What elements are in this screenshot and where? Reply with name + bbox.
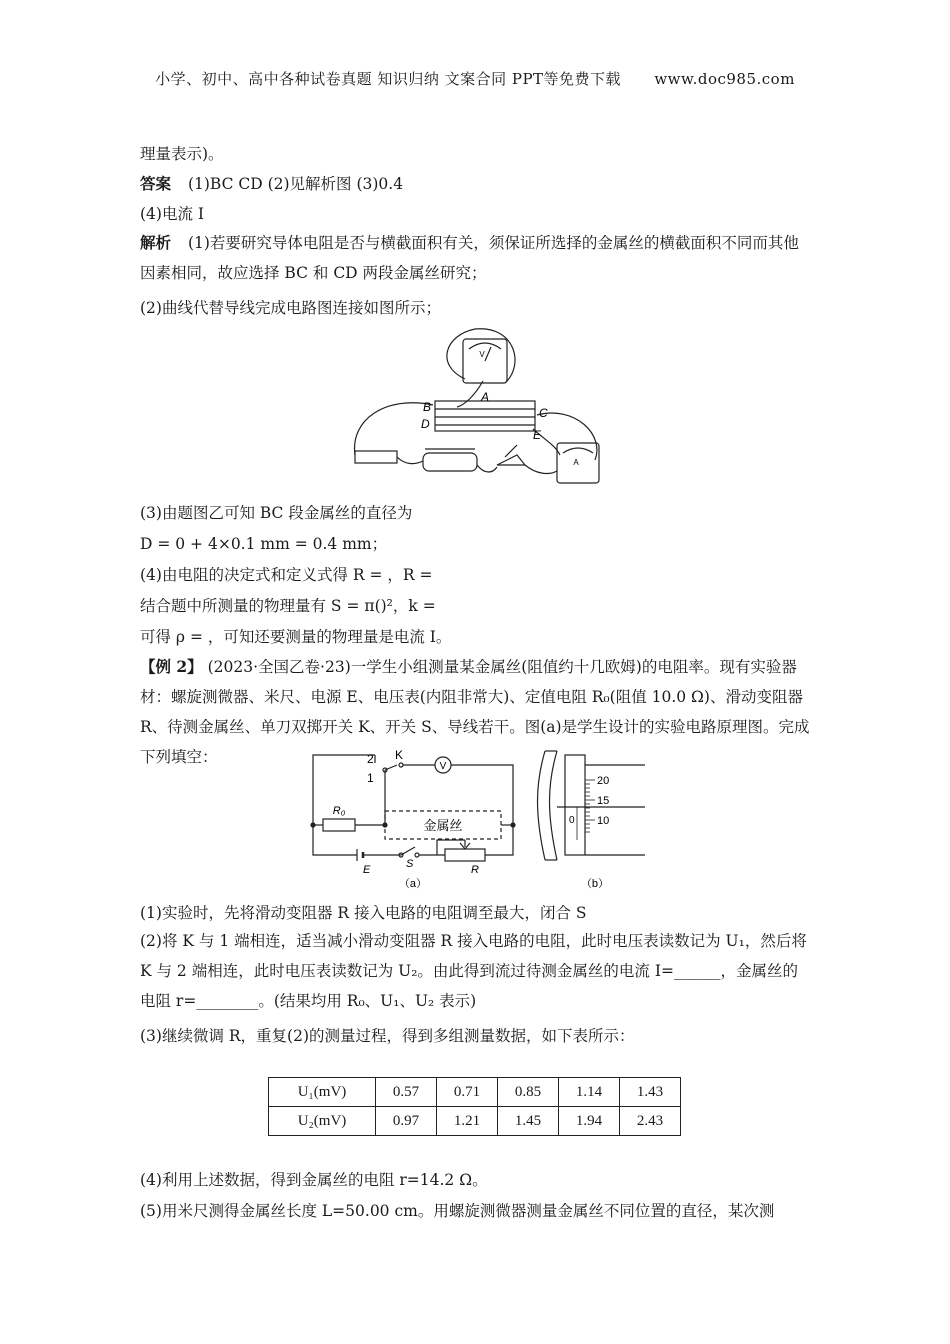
prev-line1: 理量表示)。 — [140, 145, 224, 163]
fig2-label-1: 1 — [367, 771, 374, 785]
fig2-label-R0: R₀ — [332, 805, 346, 817]
voltmeter-dial — [469, 343, 501, 349]
fig1-label-A: A — [481, 390, 490, 404]
answer-label: 答案 — [140, 174, 172, 193]
table-cell: 1.43 — [620, 1078, 681, 1107]
fig2-scale-10: 10 — [597, 815, 610, 827]
step5: (5)用米尺测得金属丝长度 L=50.00 cm。用螺旋测微器测量金属丝不同位置的直径，某次测 — [140, 1202, 775, 1220]
fig1-label-Am: A — [573, 458, 579, 467]
circuit-diagram-figure — [305, 745, 650, 895]
rheostat — [423, 453, 477, 471]
fig1-label-D: D — [421, 417, 430, 431]
fig2-label-R: R — [471, 864, 479, 876]
battery-holder — [355, 451, 397, 463]
table-cell-label: U₁(mV) — [269, 1078, 376, 1107]
table-cell: 0.97 — [376, 1107, 437, 1136]
analysis1-text: (1)若要研究导体电阻是否与横截面积有关，须保证所选择的金属丝的横截面积不同而其他因素相同，故应选择 BC 和 CD 两段金属丝研究； — [140, 234, 799, 282]
table-cell: 0.57 — [376, 1078, 437, 1107]
answer-line — [140, 172, 403, 194]
fig1-label-E: E — [533, 428, 542, 442]
table-cell-label: U₂(mV) — [269, 1107, 376, 1136]
micrometer-barrel — [565, 755, 585, 855]
page-header — [0, 68, 950, 89]
analysis5: 结合题中所测量的物理量有 S = π()²，k = — [140, 597, 436, 615]
step3: (3)继续微调 R，重复(2)的测量过程，得到多组测量数据，如下表所示： — [140, 1027, 635, 1045]
header-url[interactable]: www.doc985.com — [654, 70, 795, 88]
table-row — [269, 1078, 681, 1107]
step4: (4)利用上述数据，得到金属丝的电阻 r=14.2 Ω。 — [140, 1171, 488, 1189]
fig2-label-2: 2 — [367, 752, 374, 766]
resistor-R0 — [323, 819, 355, 831]
example-tag: 【例 2】 — [140, 657, 203, 676]
step2: (2)将 K 与 1 端相连，适当减小滑动变阻器 R 接入电路的电阻，此时电压表读数记为 U₁，然后将 K 与 2 端相连，此时电压表读数记为 U₂。由此得到流过待测金属丝的电流 I=______，金属丝的电阻 r=________。(结果均用 R₀、U₁、U₂ 表示) — [140, 932, 807, 1010]
analysis3b: D = 0 + 4×0.1 mm = 0.4 mm； — [140, 535, 388, 553]
fig2-zero: 0 — [569, 815, 575, 826]
fig2-label-S: S — [406, 858, 414, 870]
table-cell: 1.45 — [498, 1107, 559, 1136]
fig2-scale-20: 20 — [597, 775, 610, 787]
knife-switch — [497, 455, 525, 465]
table-cell: 1.21 — [437, 1107, 498, 1136]
switch-K-blade — [385, 765, 397, 770]
micrometer-left — [538, 751, 546, 860]
circuit-photo-figure — [345, 325, 605, 495]
header-text: 小学、初中、高中各种试卷真题 知识归纳 文案合同 PPT等免费下载 — [155, 70, 622, 88]
analysis-label: 解析 — [140, 233, 172, 252]
fig2-label-wire: 金属丝 — [423, 818, 463, 833]
analysis6: 可得 ρ = ，可知还要测量的物理量是电流 I。 — [140, 628, 452, 646]
table-cell: 1.94 — [559, 1107, 620, 1136]
analysis2: (2)曲线代替导线完成电路图连接如图所示； — [140, 299, 441, 317]
table-cell: 0.71 — [437, 1078, 498, 1107]
step1: (1)实验时，先将滑动变阻器 R 接入电路的电阻调至最大，闭合 S — [140, 904, 587, 922]
table-row — [269, 1107, 681, 1136]
fig2-caption-a: （a） — [398, 878, 428, 890]
fig1-label-C: C — [539, 406, 548, 420]
fig2-label-E: E — [363, 864, 371, 876]
fig2-caption-b: （b） — [580, 878, 610, 890]
table-cell: 0.85 — [498, 1078, 559, 1107]
measurement-table — [268, 1077, 681, 1136]
fig2-label-V: V — [439, 761, 447, 772]
example-intro: (2023·全国乙卷·23)一学生小组测量某金属丝(阻值约十几欧姆)的电阻率。现有实验器材：螺旋测微器、米尺、电源 E、电压表(内阻非常大)、定值电阻 R₀(阻值 10.0 Ω)、滑动变阻器 R、待测金属丝、单刀双掷开关 K、开关 S、导线若干。图(a)是学生设计的实验电路原理图。完成下列填空： — [140, 658, 810, 766]
fig2-label-K: K — [395, 748, 404, 762]
fig1-label-B: B — [423, 400, 432, 414]
answer4: (4)电流 I — [140, 205, 205, 223]
analysis4: (4)由电阻的决定式和定义式得 R = ，R = — [140, 566, 433, 584]
rheostat-R — [445, 849, 485, 861]
analysis-paragraph-1 — [140, 228, 812, 288]
answer-text: (1)BC CD (2)见解析图 (3)0.4 — [187, 175, 404, 193]
fig1-label-V: V — [479, 350, 485, 359]
table-cell: 1.14 — [559, 1078, 620, 1107]
analysis3: (3)由题图乙可知 BC 段金属丝的直径为 — [140, 504, 413, 522]
wire-board — [435, 401, 535, 431]
fig2-scale-15: 15 — [597, 795, 610, 807]
table-cell: 2.43 — [620, 1107, 681, 1136]
